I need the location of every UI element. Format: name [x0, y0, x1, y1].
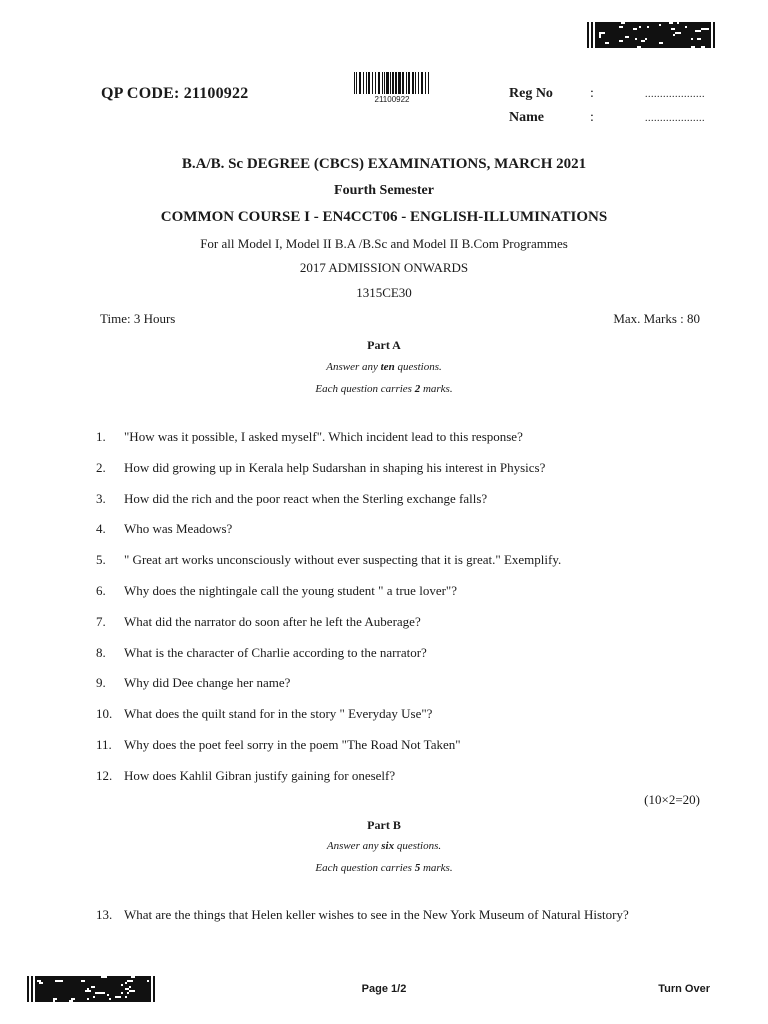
barcode-bar — [408, 72, 409, 94]
part-a-score: (10×2=20) — [644, 792, 700, 807]
exam-code: 1315CE30 — [356, 285, 412, 300]
barcode-bar — [372, 72, 373, 94]
question-text: What does the quilt stand for in the story " Everyday Use"? — [124, 706, 433, 722]
question-paper-barcode — [354, 72, 430, 94]
part-b-title: Part B — [367, 818, 401, 832]
barcode-bar — [375, 72, 376, 94]
question-number: 7. — [96, 613, 106, 629]
qp-code: QP CODE: 21100922 — [101, 85, 249, 102]
barcode-bar — [359, 72, 361, 94]
code-module — [715, 46, 717, 48]
question-text: How did the rich and the poor react when the Sterling exchange falls? — [124, 490, 488, 506]
reg-no-colon: : — [590, 86, 594, 101]
part-a-title: Part A — [367, 338, 401, 352]
question-number: 1. — [96, 429, 106, 444]
barcode-bar — [425, 72, 426, 94]
barcode-bar — [412, 72, 414, 94]
barcode-bar — [418, 72, 419, 94]
admission: 2017 ADMISSION ONWARDS — [299, 260, 469, 275]
question-number: 10. — [96, 706, 113, 722]
top-barcode-strip — [587, 22, 717, 48]
question-text: How does Kahlil Gibran justify gaining for oneself? — [124, 767, 396, 783]
time-allowed: Time: 3 Hours — [100, 311, 176, 326]
question-number: 11. — [96, 737, 112, 752]
question-number: 12. — [96, 767, 113, 783]
question-text: Why does the nightingale call the young student " a true lover"? — [124, 583, 457, 598]
question-number: 5. — [96, 552, 106, 568]
barcode-bar — [421, 72, 423, 94]
question-number: 4. — [96, 521, 106, 537]
question-text: Why did Dee change her name? — [124, 675, 291, 691]
barcode-bar — [390, 72, 391, 94]
reg-no-label: Reg No — [509, 86, 553, 101]
part-a-instruction: Answer any ten questions. — [326, 361, 442, 373]
question-number: 13. — [96, 907, 113, 922]
barcode-bar — [363, 72, 364, 94]
turn-over: Turn Over — [658, 983, 710, 995]
max-marks: Max. Marks : 80 — [613, 311, 700, 326]
barcode-bar — [399, 72, 400, 94]
question-text: What is the character of Charlie according to the narrator? — [124, 644, 427, 660]
semester: Fourth Semester — [334, 183, 434, 198]
barcode-bar — [356, 72, 357, 94]
question-number: 2. — [96, 459, 106, 475]
name-blank: .................... — [645, 113, 705, 124]
part-b-instruction: Answer any six questions. — [326, 840, 442, 852]
barcode-bar — [366, 72, 367, 94]
question-text: What are the things that Helen keller wishes to see in the New York Museum of Natural History? — [124, 907, 629, 922]
barcode-bar — [402, 72, 404, 94]
reg-no-blank: .................... — [645, 89, 705, 100]
barcode-bar — [386, 72, 388, 94]
question-text: What did the narrator do soon after he left the Auberage? — [124, 613, 421, 629]
barcode-bar — [395, 72, 397, 94]
barcode-bar — [428, 72, 429, 94]
barcode-bar — [398, 72, 399, 94]
name-label: Name — [509, 110, 544, 125]
barcode-bar — [378, 72, 380, 94]
question-number: 8. — [96, 644, 106, 660]
name-colon: : — [590, 110, 594, 125]
code-module — [155, 1000, 157, 1002]
barcode-bar — [382, 72, 383, 94]
barcode-bar — [406, 72, 407, 94]
question-number: 9. — [96, 675, 106, 691]
barcode-number: 21100922 — [374, 95, 410, 104]
question-text: How did growing up in Kerala help Sudarshan in shaping his interest in Physics? — [124, 459, 546, 475]
question-text: " Great art works unconsciously without ever suspecting that it is great." Exemplify. — [124, 552, 562, 568]
question-text: Who was Meadows? — [124, 521, 233, 537]
course-title: COMMON COURSE I - EN4CCT06 - ENGLISH-ILLUMINATIONS — [160, 209, 608, 225]
question-text: "How was it possible, I asked myself". Which incident lead to this response? — [124, 429, 523, 444]
exam-title: B.A/B. Sc DEGREE (CBCS) EXAMINATIONS, MARCH 2021 — [181, 156, 587, 172]
barcode-bar — [368, 72, 370, 94]
question-text: Why does the poet feel sorry in the poem "The Road Not Taken" — [124, 737, 461, 752]
part-b-marks-note: Each question carries 5 marks. — [315, 862, 453, 874]
question-number: 6. — [96, 583, 106, 598]
barcode-bar — [354, 72, 355, 94]
barcode-bar — [392, 72, 393, 94]
part-a-marks-note: Each question carries 2 marks. — [315, 383, 453, 395]
question-number: 3. — [96, 490, 106, 506]
page-number: Page 1/2 — [361, 983, 407, 995]
barcode-bar — [384, 72, 385, 94]
barcode-bar — [415, 72, 416, 94]
programmes: For all Model I, Model II B.A /B.Sc and Model II B.Com Programmes — [200, 236, 568, 251]
